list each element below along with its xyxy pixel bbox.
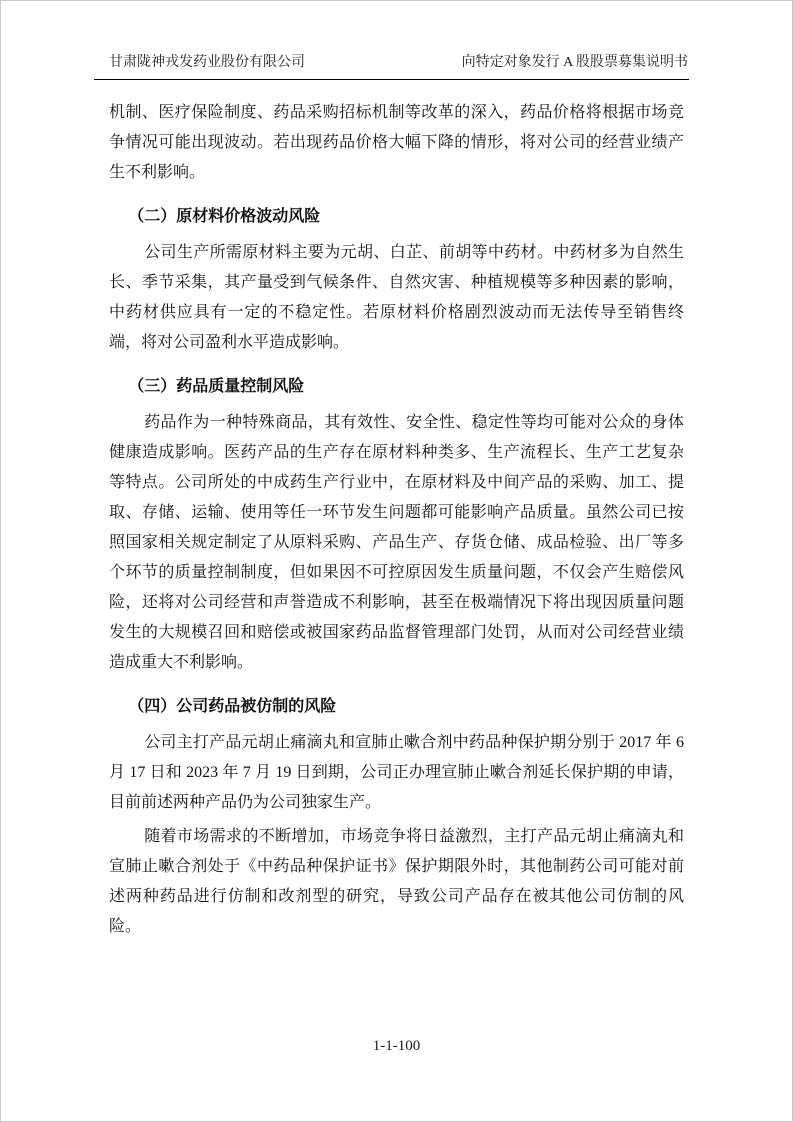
- header-company-name: 甘肃陇神戎发药业股份有限公司: [109, 55, 305, 70]
- paragraph-raw-material-risk: 公司生产所需原材料主要为元胡、白芷、前胡等中药材。中药材多为自然生长、季节采集，其产量受到气候条件、自然灾害、种植规模等多种因素的影响，中药材供应具有一定的不稳定性。若原材料价格剧烈波动而无法传导至销售终端，将对公司盈利水平造成影响。: [109, 244, 684, 351]
- heading-section-2-raw-material-risk: （二）原材料价格波动风险: [128, 208, 321, 225]
- paragraph-imitation-risk: 随着市场需求的不断增加，市场竞争将日益激烈，主打产品元胡止痛滴丸和宣肺止嗽合剂处于《中药品种保护证书》保护期限外时，其他制药公司可能对前述两种药品进行仿制和改剂型的研究，导致公司产品存在被其他公司仿制的风险。: [109, 828, 684, 935]
- heading-section-4-imitation-risk: （四）公司药品被仿制的风险: [128, 698, 337, 715]
- heading-section-3-quality-control-risk: （三）药品质量控制风险: [128, 378, 305, 395]
- header-doc-title: 向特定对象发行 A 股股票募集说明书: [461, 55, 688, 70]
- paragraph-drug-price-risk-continued: 机制、医疗保险制度、药品采购招标机制等改革的深入，药品价格将根据市场竞争情况可能出现波动。若出现药品价格大幅下降的情形，将对公司的经营业绩产生不利影响。: [109, 104, 684, 181]
- page-footer: [1, 1038, 792, 1055]
- document-body: [109, 98, 684, 942]
- page-number: 1-1-100: [372, 1038, 421, 1054]
- paragraph-quality-control-risk: 药品作为一种特殊商品，其有效性、安全性、稳定性等均可能对公众的身体健康造成影响。医药产品的生产存在原材料种类多、生产流程长、生产工艺复杂等特点。公司所处的中成药生产行业中，在原材料及中间产品的采购、加工、提取、存储、运输、使用等任一环节发生问题都可能影响产品质量。虽然公司已按照国家相关规定制定了从原料采购、产品生产、存货仓储、成品检验、出厂等多个环节的质量控制制度，但如果因不可控原因发生质量问题，不仅会产生赔偿风险，还将对公司经营和声誉造成不利影响，甚至在极端情况下将出现因质量问题发生的大规模召回和赔偿或被国家药品监督管理部门处罚，从而对公司经营业绩造成重大不利影响。: [109, 414, 684, 671]
- paragraph-protection-period: 公司主打产品元胡止痛滴丸和宣肺止嗽合剂中药品种保护期分别于 2017 年 6 月 17 日和 2023 年 7 月 19 日到期，公司正办理宣肺止嗽合剂延长保护期的申请，目前前述两种产品仍为公司独家生产。: [109, 734, 684, 811]
- header-rule: [94, 79, 689, 80]
- page-header: [1, 1, 792, 71]
